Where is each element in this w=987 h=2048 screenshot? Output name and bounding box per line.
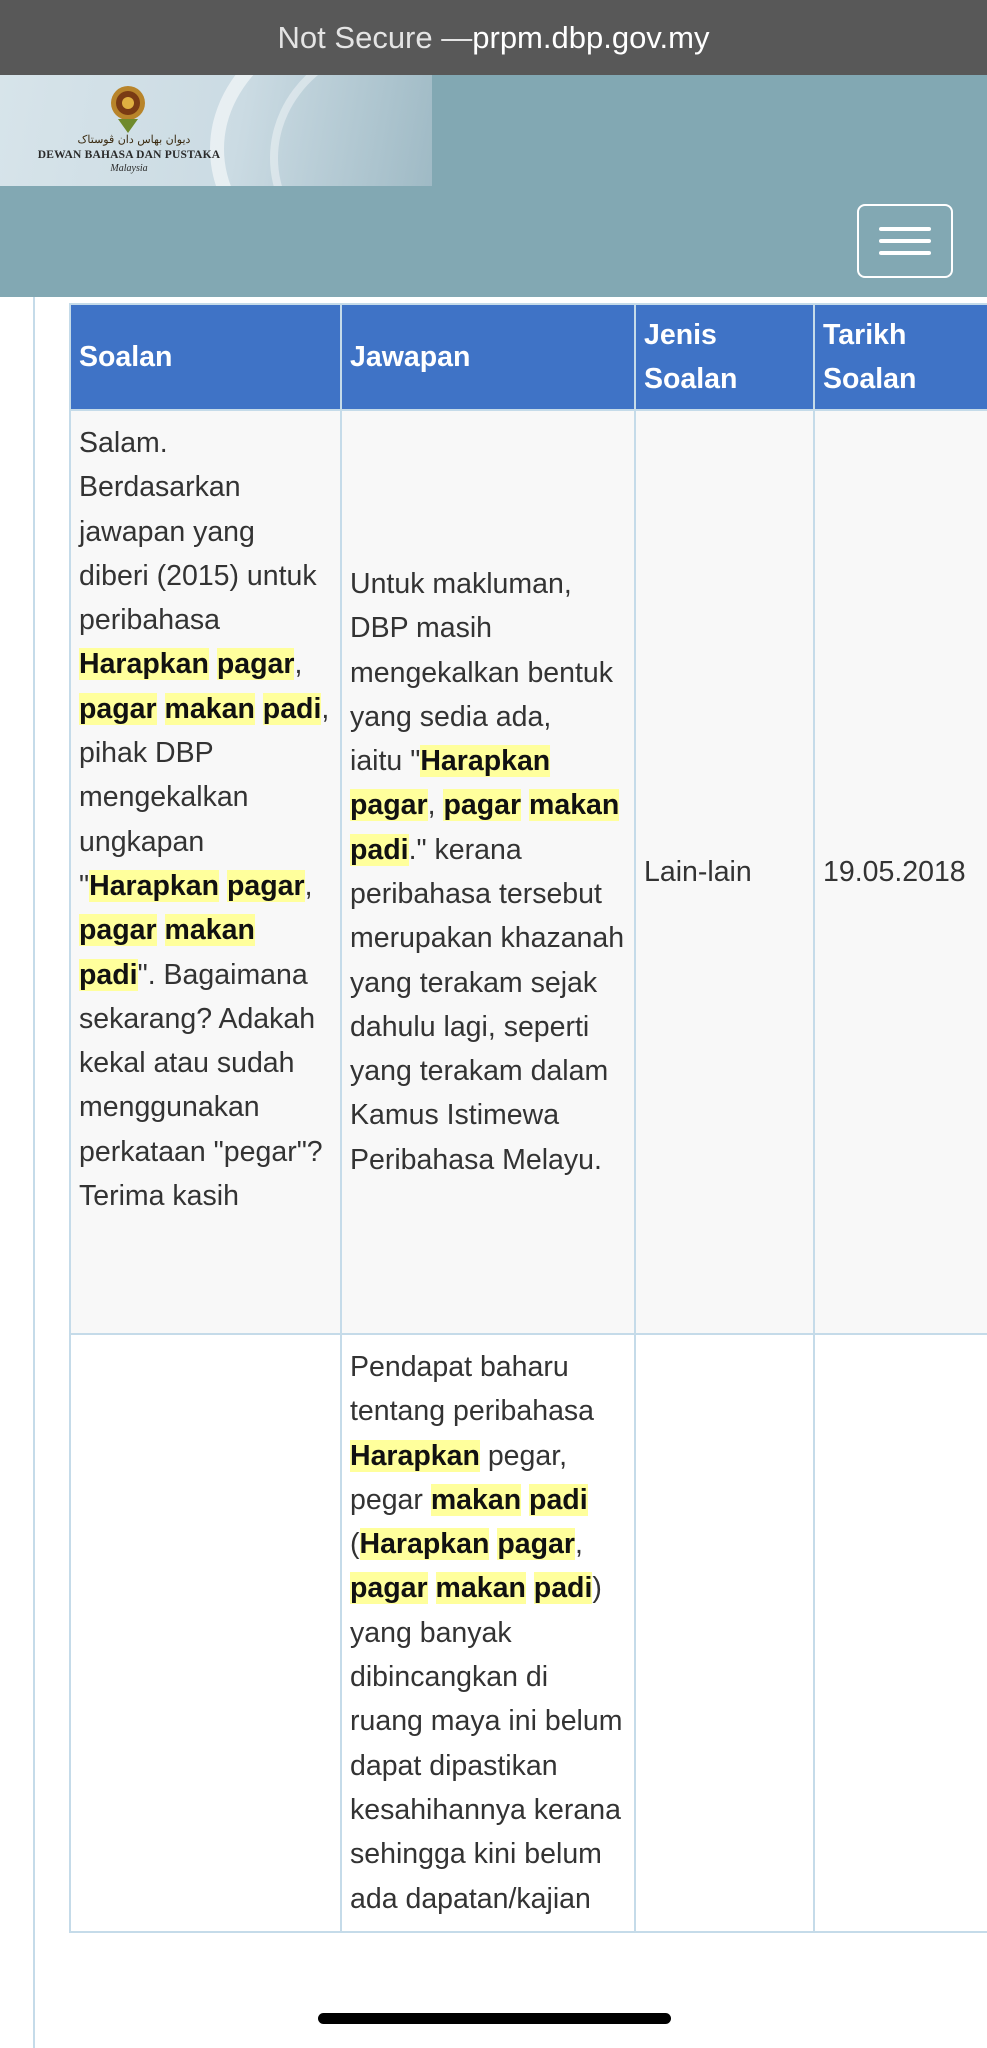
search-highlight: padi: [262, 692, 322, 725]
question-date-cell: 19.05.2018: [814, 410, 987, 1334]
url-host: prpm.dbp.gov.my: [472, 19, 710, 55]
logo-jawi-text: ديوان بهاس دان ڤوستاک: [77, 133, 191, 146]
question-cell: Salam. Berdasarkan jawapan yang diberi (2015) untuk peribahasa Harapkan pagar, pagar makan padi, pihak DBP mengekalkan ungkapan "Harapkan pagar, pagar makan padi". Bagaimana sekarang? Adakah kekal atau sudah menggunakan perkataan "pegar"? Terima kasih: [70, 410, 341, 1334]
site-header: [0, 75, 987, 297]
search-highlight: makan: [435, 1572, 526, 1605]
site-logo[interactable]: [0, 75, 432, 186]
search-highlight: pagar: [443, 789, 522, 822]
search-highlight: padi: [79, 958, 138, 991]
col-header-soalan: Soalan: [70, 304, 341, 410]
search-highlight: pagar: [350, 789, 428, 822]
hamburger-menu-button[interactable]: [857, 204, 953, 278]
search-highlight: padi: [529, 1483, 588, 1516]
search-highlight: Harapkan: [350, 1439, 480, 1472]
home-indicator[interactable]: [318, 2013, 671, 2024]
search-highlight: Harapkan: [420, 745, 551, 778]
hamburger-menu-icon: [879, 227, 931, 231]
search-highlight: Harapkan: [79, 648, 209, 681]
search-highlight: makan: [164, 914, 255, 947]
qa-table: [69, 303, 987, 1933]
logo-title: DEWAN BAHASA DAN PUSTAKA: [37, 149, 221, 161]
search-highlight: pagar: [350, 1572, 428, 1605]
search-highlight: pagar: [216, 648, 295, 681]
search-highlight: pagar: [79, 692, 157, 725]
answer-cell: Untuk makluman, DBP masih mengekalkan bentuk yang sedia ada, iaitu "Harapkan pagar, pagar makan padi." kerana peribahasa tersebut merupakan khazanah yang terakam sejak dahulu lagi, seperti yang terakam dalam Kamus Istimewa Peribahasa Melayu.: [341, 410, 635, 1334]
security-label: Not Secure —: [277, 19, 473, 55]
search-highlight: pagar: [226, 869, 305, 902]
table-row: [70, 410, 987, 1334]
table-header-row: [70, 304, 987, 410]
search-highlight: padi: [533, 1572, 593, 1605]
logo-subtitle: Malaysia: [110, 163, 148, 174]
search-highlight: Harapkan: [89, 869, 220, 902]
search-highlight: pagar: [497, 1528, 575, 1561]
search-highlight: padi: [350, 833, 409, 866]
search-highlight: makan: [430, 1483, 522, 1516]
col-header-tarikh-soalan: Tarikh Soalan: [814, 304, 987, 410]
search-highlight: pagar: [79, 914, 157, 947]
col-header-jawapan: Jawapan: [341, 304, 635, 410]
question-cell: [70, 1334, 341, 1932]
search-highlight: makan: [164, 692, 255, 725]
dbp-emblem-icon: [104, 83, 152, 135]
content-border: [33, 297, 35, 2048]
table-row: [70, 1334, 987, 1932]
question-type-cell: Lain-lain: [635, 410, 814, 1334]
search-highlight: makan: [529, 789, 620, 822]
col-header-jenis-soalan: Jenis Soalan: [635, 304, 814, 410]
search-highlight: Harapkan: [359, 1528, 490, 1561]
question-type-cell: [635, 1334, 814, 1932]
browser-url-bar[interactable]: [0, 0, 987, 75]
question-date-cell: [814, 1334, 987, 1932]
answer-cell: Pendapat baharu tentang peribahasa Harapkan pegar, pegar makan padi (Harapkan pagar, pagar makan padi) yang banyak dibincangkan di ruang maya ini belum dapat dipastikan kesahihannya kerana sehingga kini belum ada dapatan/kajian: [341, 1334, 635, 1932]
